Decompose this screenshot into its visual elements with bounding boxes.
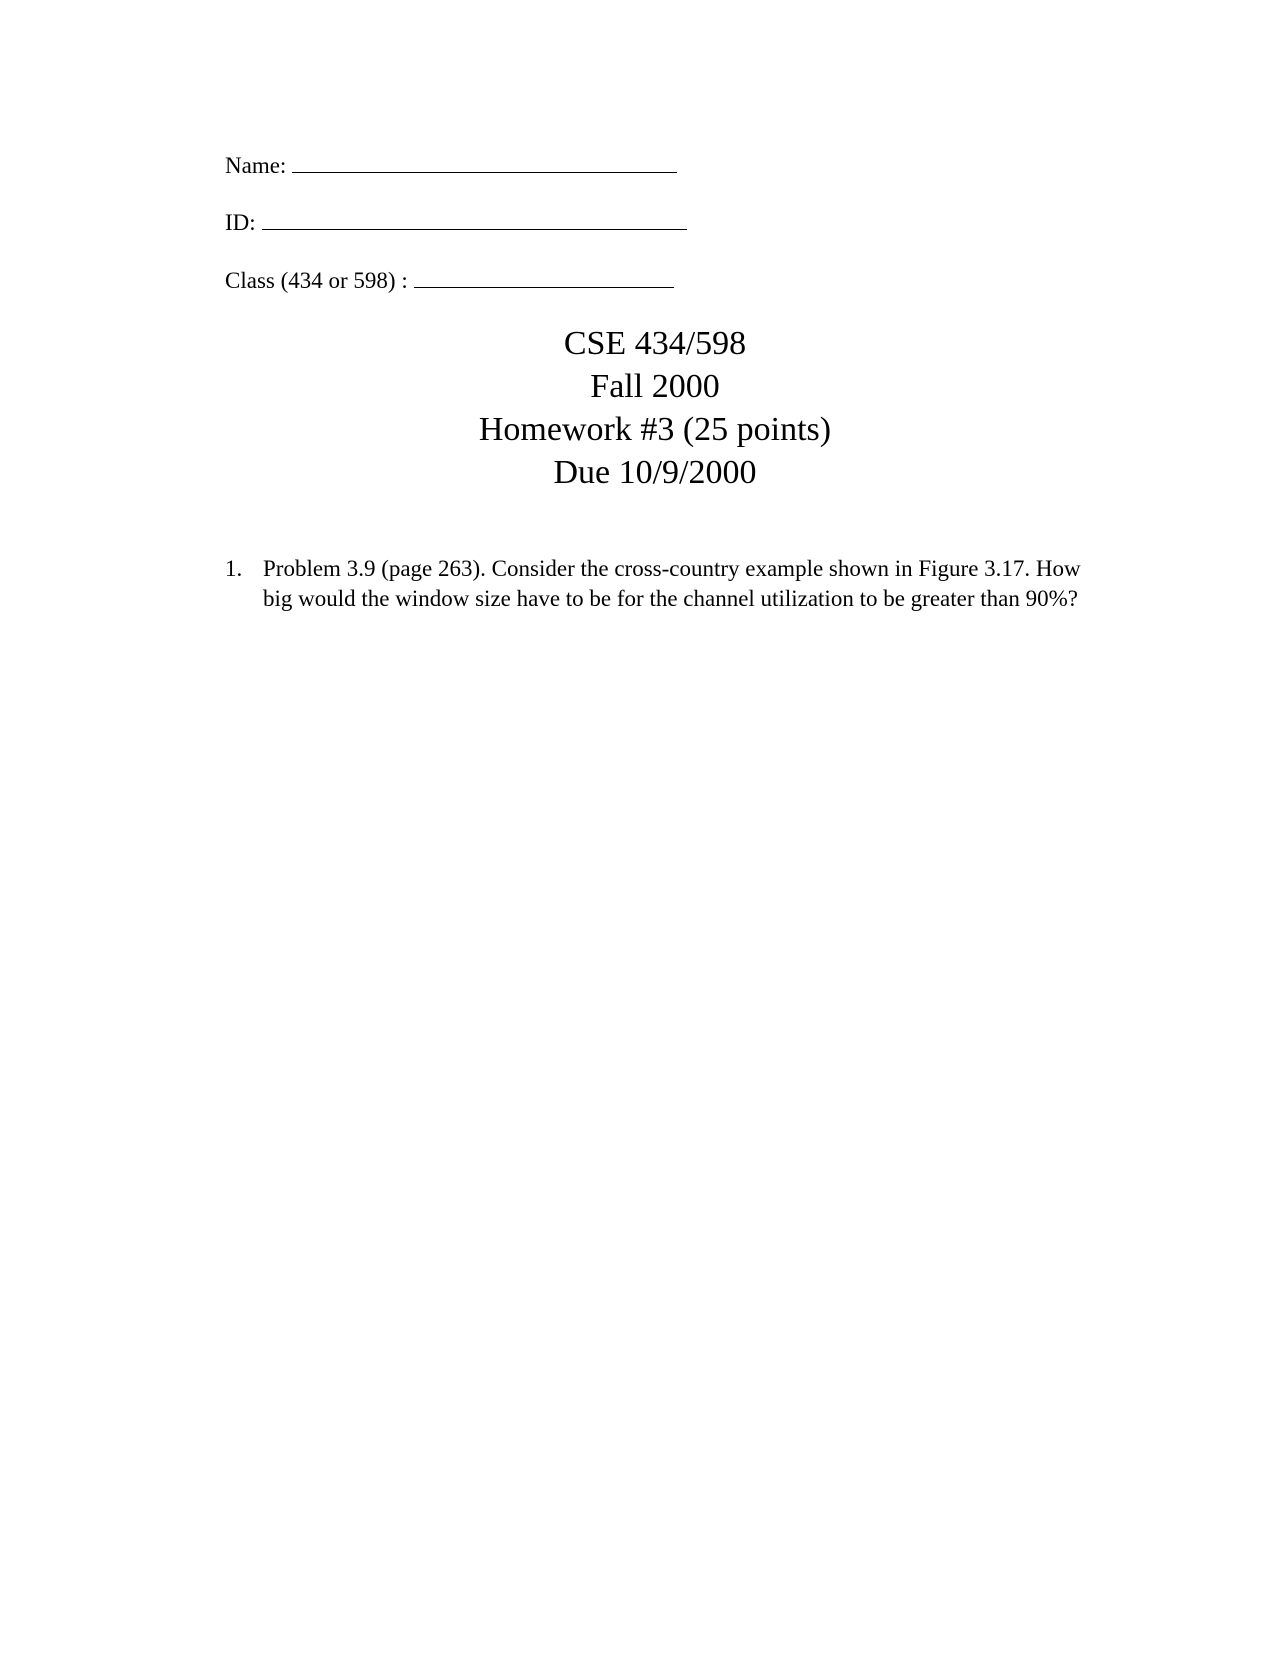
class-blank-line — [414, 267, 674, 288]
problem-text: Problem 3.9 (page 263). Consider the cross-country example shown in Figure 3.17. How big would the window size have to be for the channel utilization to be greater than 90%? — [263, 556, 1081, 611]
course-title: CSE 434/598 — [563, 325, 747, 362]
name-field-row — [225, 152, 677, 180]
name-blank-line — [292, 152, 677, 173]
class-label: Class (434 or 598) : — [225, 268, 408, 293]
name-label: Name: — [225, 153, 287, 178]
document-title-block — [0, 322, 1280, 494]
due-date: Due 10/9/2000 — [553, 454, 757, 491]
problem-item — [225, 554, 1085, 613]
id-field-row — [225, 209, 687, 237]
assignment-title: Homework #3 (25 points) — [478, 411, 832, 448]
problem-number: 1. — [225, 556, 243, 581]
class-field-row — [225, 267, 674, 295]
id-blank-line — [262, 209, 687, 230]
id-label: ID: — [225, 210, 256, 235]
term-title: Fall 2000 — [590, 368, 720, 405]
